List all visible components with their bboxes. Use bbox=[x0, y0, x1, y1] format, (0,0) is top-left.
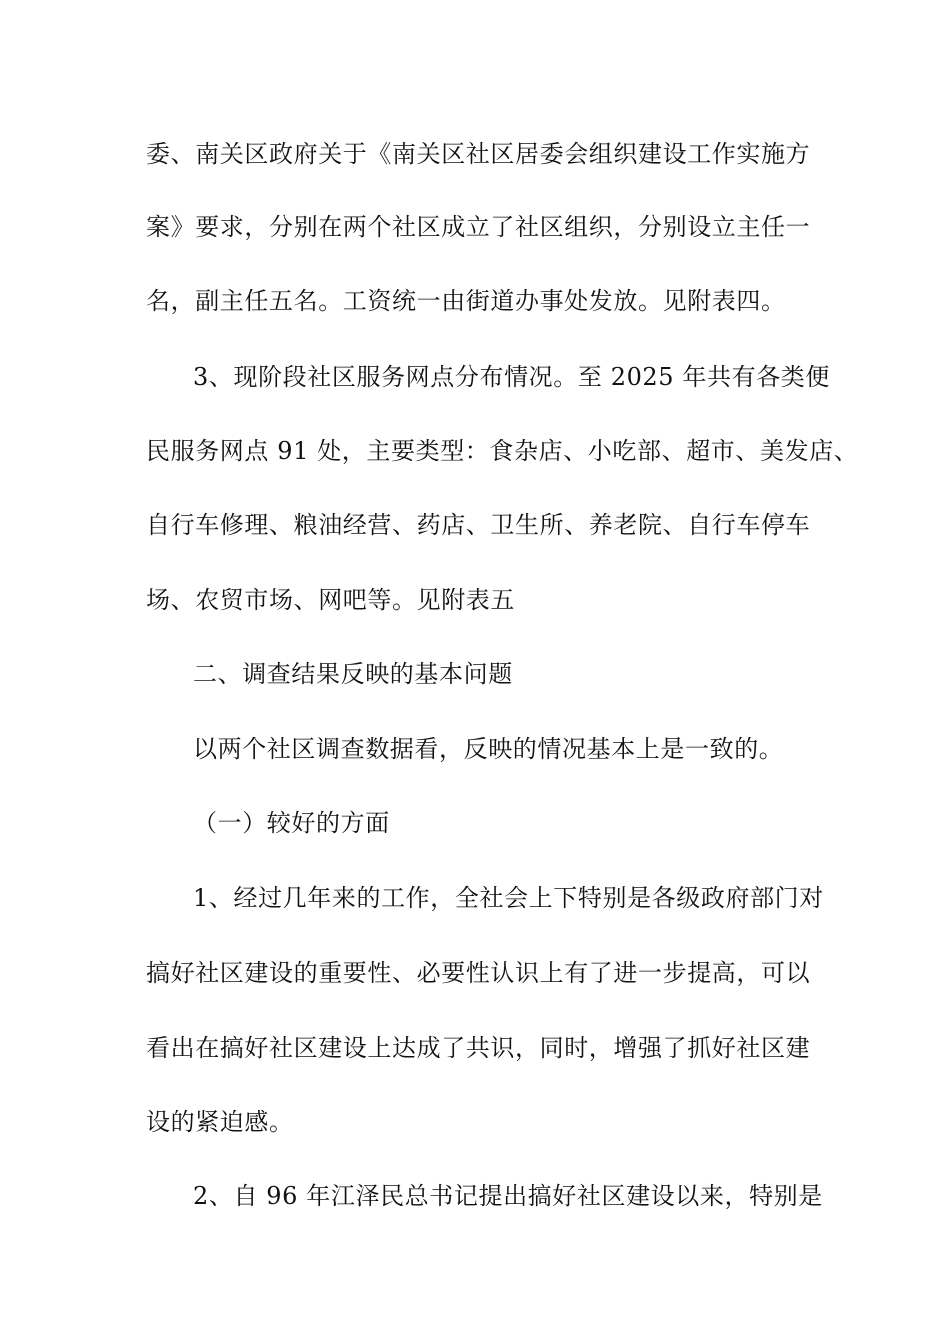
paragraph-start-line: 1、经过几年来的工作，全社会上下特别是各级政府部门对 bbox=[193, 884, 824, 912]
paragraph-start-line: 2、自 96 年江泽民总书记提出搞好社区建设以来，特别是 bbox=[193, 1182, 823, 1210]
subsection-heading: （一）较好的方面 bbox=[193, 809, 390, 837]
paragraph-start-line: 以两个社区调查数据看，反映的情况基本上是一致的。 bbox=[193, 735, 784, 763]
section-heading: 二、调查结果反映的基本问题 bbox=[193, 660, 513, 688]
text-line: 名，副主任五名。工资统一由街道办事处发放。见附表四。 bbox=[146, 287, 786, 315]
text-line: 搞好社区建设的重要性、必要性认识上有了进一步提高，可以 bbox=[146, 959, 811, 987]
text-line: 场、农贸市场、网吧等。见附表五 bbox=[146, 586, 515, 614]
text-line: 自行车修理、粮油经营、药店、卫生所、养老院、自行车停车 bbox=[146, 511, 811, 539]
paragraph-start-line: 3、现阶段社区服务网点分布情况。至 2025 年共有各类便 bbox=[193, 363, 831, 391]
text-line: 民服务网点 91 处，主要类型：食杂店、小吃部、超市、美发店、 bbox=[146, 437, 859, 465]
text-line: 看出在搞好社区建设上达成了共识，同时，增强了抓好社区建 bbox=[146, 1034, 811, 1062]
text-line: 设的紧迫感。 bbox=[146, 1108, 294, 1136]
text-line: 委、南关区政府关于《南关区社区居委会组织建设工作实施方 bbox=[146, 140, 811, 168]
text-line: 案》要求，分别在两个社区成立了社区组织，分别设立主任一 bbox=[146, 213, 811, 241]
